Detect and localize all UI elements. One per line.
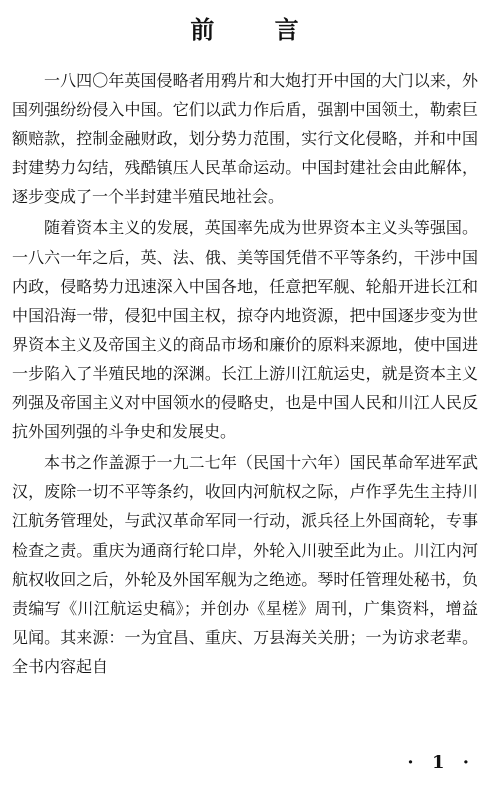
page-title: 前 言 [190, 15, 325, 44]
paragraph: 随着资本主义的发展，英国率先成为世界资本主义头等强国。一八六一年之后，英、法、俄、美等国凭借不平等条约，干涉中国内政，侵略势力迅速深入中国各地，任意把军舰、轮船开进长江和中国沿海一带，侵犯中国主权，掠夺内地资源，把中国逐步变为世界资本主义及帝国主义的商品市场和廉价的原料来源地，使中国进一步陷入了半殖民地的深渊。长江上游川江航运史，就是资本主义列强及帝国主义对中国领水的侵略史，也是中国人民和川江人民反抗外国列强的斗争史和发展史。 [12, 218, 478, 442]
paragraph: 本书之作盖源于一九二七年（民国十六年）国民革命军进军武汉，废除一切不平等条约，收回内河航权之际，卢作孚先生主持川江航务管理处，与武汉革命军同一行动，派兵径上外国商轮，专事检查之责。重庆为通商行轮口岸，外轮入川驶至此为止。川江内河航权收回之后，外轮及外国军舰为之绝迹。琴时任管理处秘书，负责编写《川江航运史稿》；并创办《星槎》周刊，广集资料，增益见闻。其来源：一为宜昌、重庆、万县海关关册；一为访求老辈。全书内容起自 [12, 453, 478, 676]
body-text [12, 66, 478, 681]
paragraph: 一八四〇年英国侵略者用鸦片和大炮打开中国的大门以来，外国列强纷纷侵入中国。它们以武力作后盾，强割中国领土，勒索巨额赔款，控制金融财政，划分势力范围，实行文化侵略，并和中国封建势力勾结，残酷镇压人民革命运动。中国封建社会由此解体，逐步变成了一个半封建半殖民地社会。 [12, 71, 478, 207]
page-number: · 1 · [407, 752, 475, 773]
